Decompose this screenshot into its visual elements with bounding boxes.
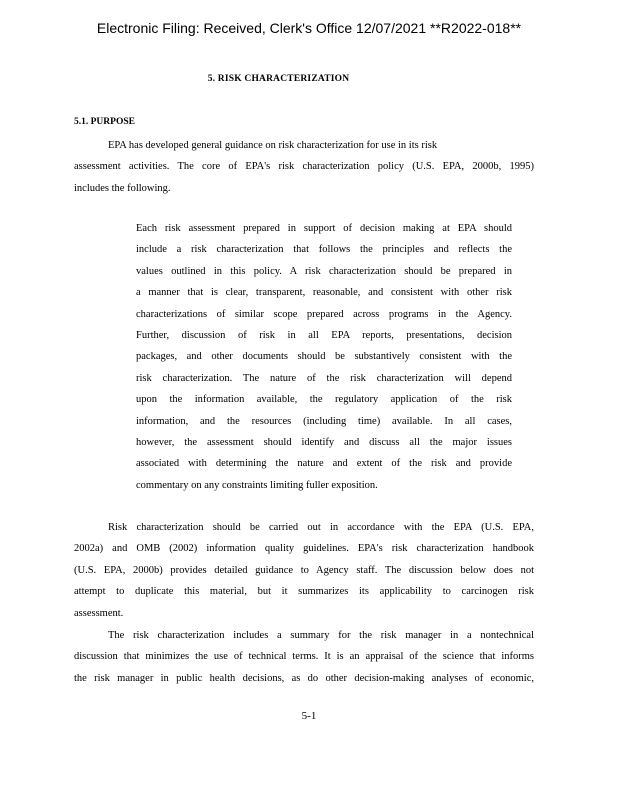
quote-line: values outlined in this policy. A risk characterization should be prepared in: [136, 265, 512, 277]
quote-line: commentary on any constraints limiting fuller exposition.: [136, 479, 378, 491]
quote-line: include a risk characterization that follows the principles and reflects the: [136, 244, 512, 256]
paragraph-line: assessment.: [74, 607, 124, 619]
paragraph-line: EPA has developed general guidance on risk characterization for use in its risk: [108, 140, 438, 151]
quote-line: characterizations of similar scope prepared across programs in the Agency.: [136, 308, 512, 320]
quote-line: packages, and other documents should be substantively consistent with the: [136, 351, 512, 363]
policy-block-quote: [136, 218, 512, 496]
quote-line: upon the information available, the regulatory application of the risk: [136, 394, 512, 406]
page-number: 5-1: [301, 710, 317, 722]
section-title: 5. RISK CHARACTERIZATION: [207, 74, 350, 84]
quote-line: Each risk assessment prepared in support of decision making at EPA should: [136, 223, 512, 234]
paragraph-line: attempt to duplicate this material, but it summarizes its applicability to carcinogen risk: [74, 586, 534, 598]
quote-line: Further, discussion of risk in all EPA reports, presentations, decision: [136, 329, 512, 341]
paragraph-line: includes the following.: [74, 182, 171, 194]
quote-line: risk characterization. The nature of the risk characterization will depend: [136, 372, 512, 384]
summary-paragraph: [74, 625, 534, 689]
filing-stamp-header: Electronic Filing: Received, Clerk's Office 12/07/2021 **R2022-018**: [96, 20, 522, 36]
paragraph-line: (U.S. EPA, 2000b) provides detailed guidance to Agency staff. The discussion below does not: [74, 564, 534, 576]
paragraph-line: the risk manager in public health decisions, as do other decision-making analyses of economic,: [74, 672, 534, 684]
purpose-paragraph: [74, 135, 534, 199]
guidelines-paragraph: [74, 517, 534, 624]
paragraph-line: Risk characterization should be carried out in accordance with the EPA (U.S. EPA,: [108, 522, 534, 533]
quote-line: a manner that is clear, transparent, reasonable, and consistent with other risk: [136, 287, 512, 299]
paragraph-line: The risk characterization includes a summary for the risk manager in a nontechnical: [108, 630, 534, 641]
paragraph-line: assessment activities. The core of EPA's risk characterization policy (U.S. EPA, 2000b, 1995): [74, 161, 534, 173]
paragraph-line: 2002a) and OMB (2002) information quality guidelines. EPA's risk characterization handbook: [74, 543, 534, 555]
quote-line: information, and the resources (including time) available. In all cases,: [136, 415, 512, 427]
quote-line: however, the assessment should identify and discuss all the major issues: [136, 436, 512, 448]
quote-line: associated with determining the nature and extent of the risk and provide: [136, 458, 512, 470]
paragraph-line: discussion that minimizes the use of technical terms. It is an appraisal of the science that informs: [74, 651, 534, 663]
subsection-heading: 5.1. PURPOSE: [74, 117, 135, 127]
